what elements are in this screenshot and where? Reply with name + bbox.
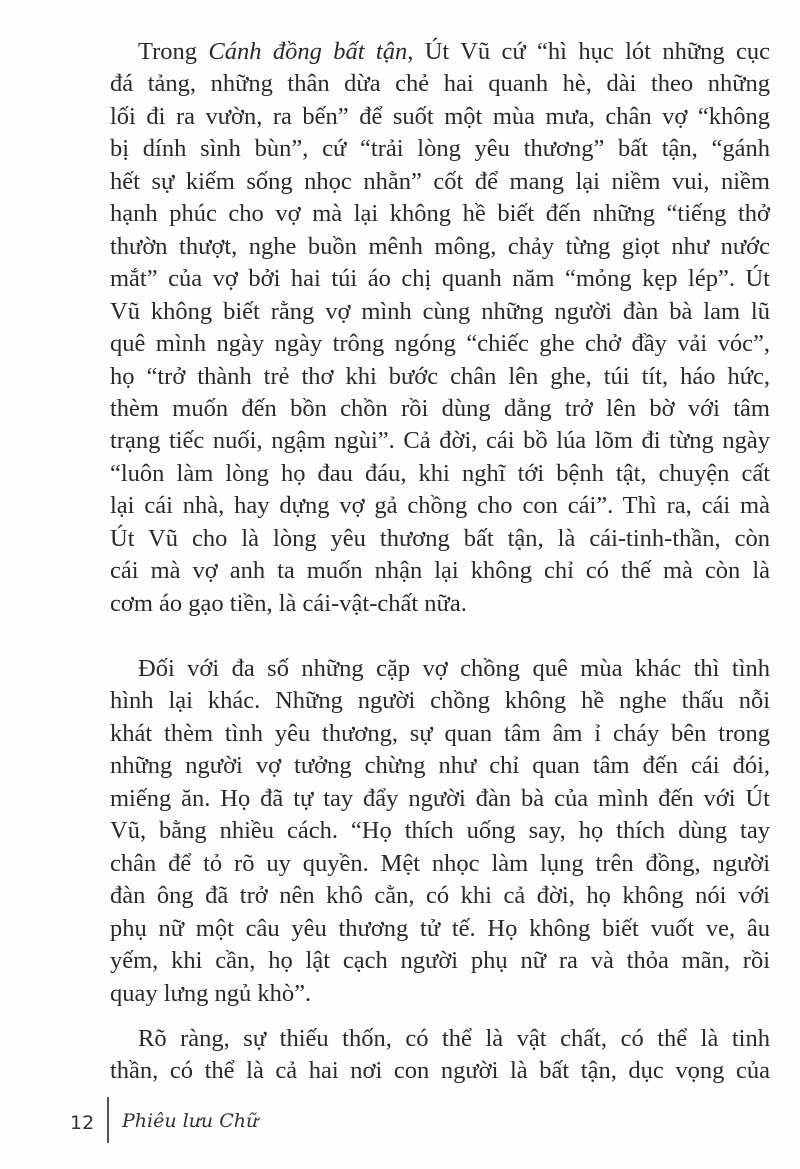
- paragraph-1-line: thèm muốn đến bồn chồn rồi dùng dằng trở lên bờ với tâm: [110, 394, 770, 422]
- paragraph-1-line: thườn thượt, nghe buồn mênh mông, chảy từng giọt như nước: [110, 232, 770, 260]
- paragraph-2-line: hình lại khác. Những người chồng không hề nghe thấu nỗi: [110, 687, 770, 715]
- text-segment: , Út Vũ cứ “hì hục lót những cục: [407, 38, 770, 65]
- paragraph-1-line: cơm áo gạo tiền, là cái-vật-chất nữa.: [110, 589, 467, 617]
- paragraph-1-line: [138, 36, 770, 68]
- paragraph-1-line: hạnh phúc cho vợ mà lại không hề biết đến những “tiếng thở: [110, 200, 770, 228]
- paragraph-2-line: quay lưng ngủ khò”.: [110, 979, 312, 1007]
- page-number: 12: [70, 1112, 95, 1134]
- text-segment: Trong: [138, 38, 209, 65]
- paragraph-2-line: đàn ông đã trở nên khô cằn, có khi cả đời, họ không nói với: [110, 882, 770, 910]
- paragraph-1-line: đá tảng, những thân dừa chẻ hai quanh hè, dài theo những: [110, 70, 770, 98]
- paragraph-1-line: hết sự kiếm sống nhọc nhằn” cốt để mang lại niềm vui, niềm: [110, 167, 770, 195]
- paragraph-2-line: những người vợ tưởng chừng như chỉ quan tâm đến cái đói,: [110, 752, 770, 780]
- paragraph-3-line: thần, có thể là cả hai nơi con người là bất tận, dục vọng của: [110, 1057, 770, 1085]
- paragraph-1-line: mắt” của vợ bởi hai túi áo chị quanh năm “mỏng kẹp lép”. Út: [110, 265, 770, 293]
- paragraph-2-line: Vũ, bằng nhiều cách. “Họ thích uống say, họ thích dùng tay: [110, 817, 770, 845]
- paragraph-1-line: bị dính sình bùn”, cứ “trải lòng yêu thương” bất tận, “gánh: [110, 135, 770, 163]
- paragraph-2-line: phụ nữ một câu yêu thương tử tế. Họ không biết vuốt ve, âu: [110, 914, 770, 942]
- running-book-title: Phiêu lưu Chữ: [122, 1110, 259, 1132]
- paragraph-3-line: Rõ ràng, sự thiếu thốn, có thể là vật chất, có thể là tinh: [138, 1025, 770, 1052]
- paragraph-1-line: Vũ không biết rằng vợ mình cùng những người đàn bà lam lũ: [110, 297, 770, 325]
- paragraph-1-line: quê mình ngày ngày trông ngóng “chiếc ghe chở đầy vải vóc”,: [110, 330, 770, 358]
- paragraph-2-line: chân để tỏ rõ uy quyền. Mệt nhọc làm lụng trên đồng, người: [110, 849, 770, 877]
- paragraph-1-line: lại cái nhà, hay dựng vợ gả chồng cho con cái”. Thì ra, cái mà: [110, 492, 770, 520]
- paragraph-1-line: trạng tiếc nuối, ngậm ngùi”. Cả đời, cái bồ lúa lõm đi từng ngày: [110, 427, 770, 455]
- paragraph-1-line: cái mà vợ anh ta muốn nhận lại không chỉ có thế mà còn là: [110, 557, 770, 585]
- paragraph-2-line: khát thèm tình yêu thương, sự quan tâm âm ỉ cháy bên trong: [110, 719, 770, 747]
- paragraph-1-line: lối đi ra vườn, ra bến” để suốt một mùa mưa, chân vợ “không: [110, 102, 770, 130]
- paragraph-2-line: miếng ăn. Họ đã tự tay đẩy người đàn bà của mình đến với Út: [110, 784, 770, 812]
- paragraph-2-line: yếm, khi cần, họ lật cạch người phụ nữ ra và thỏa mãn, rồi: [110, 947, 770, 975]
- paragraph-2-line: Đối với đa số những cặp vợ chồng quê mùa khác thì tình: [138, 655, 770, 682]
- footer-divider: [107, 1097, 109, 1143]
- paragraph-1-line: Út Vũ cho là lòng yêu thương bất tận, là cái-tinh-thần, còn: [110, 524, 770, 552]
- italic-title: Cánh đồng bất tận: [208, 38, 408, 65]
- paragraph-1-line: “luôn làm lòng họ đau đáu, khi nghĩ tới bệnh tật, chuyện cất: [110, 459, 770, 487]
- paragraph-1-line: họ “trở thành trẻ thơ khi bước chân lên ghe, túi tít, háo hức,: [110, 362, 770, 390]
